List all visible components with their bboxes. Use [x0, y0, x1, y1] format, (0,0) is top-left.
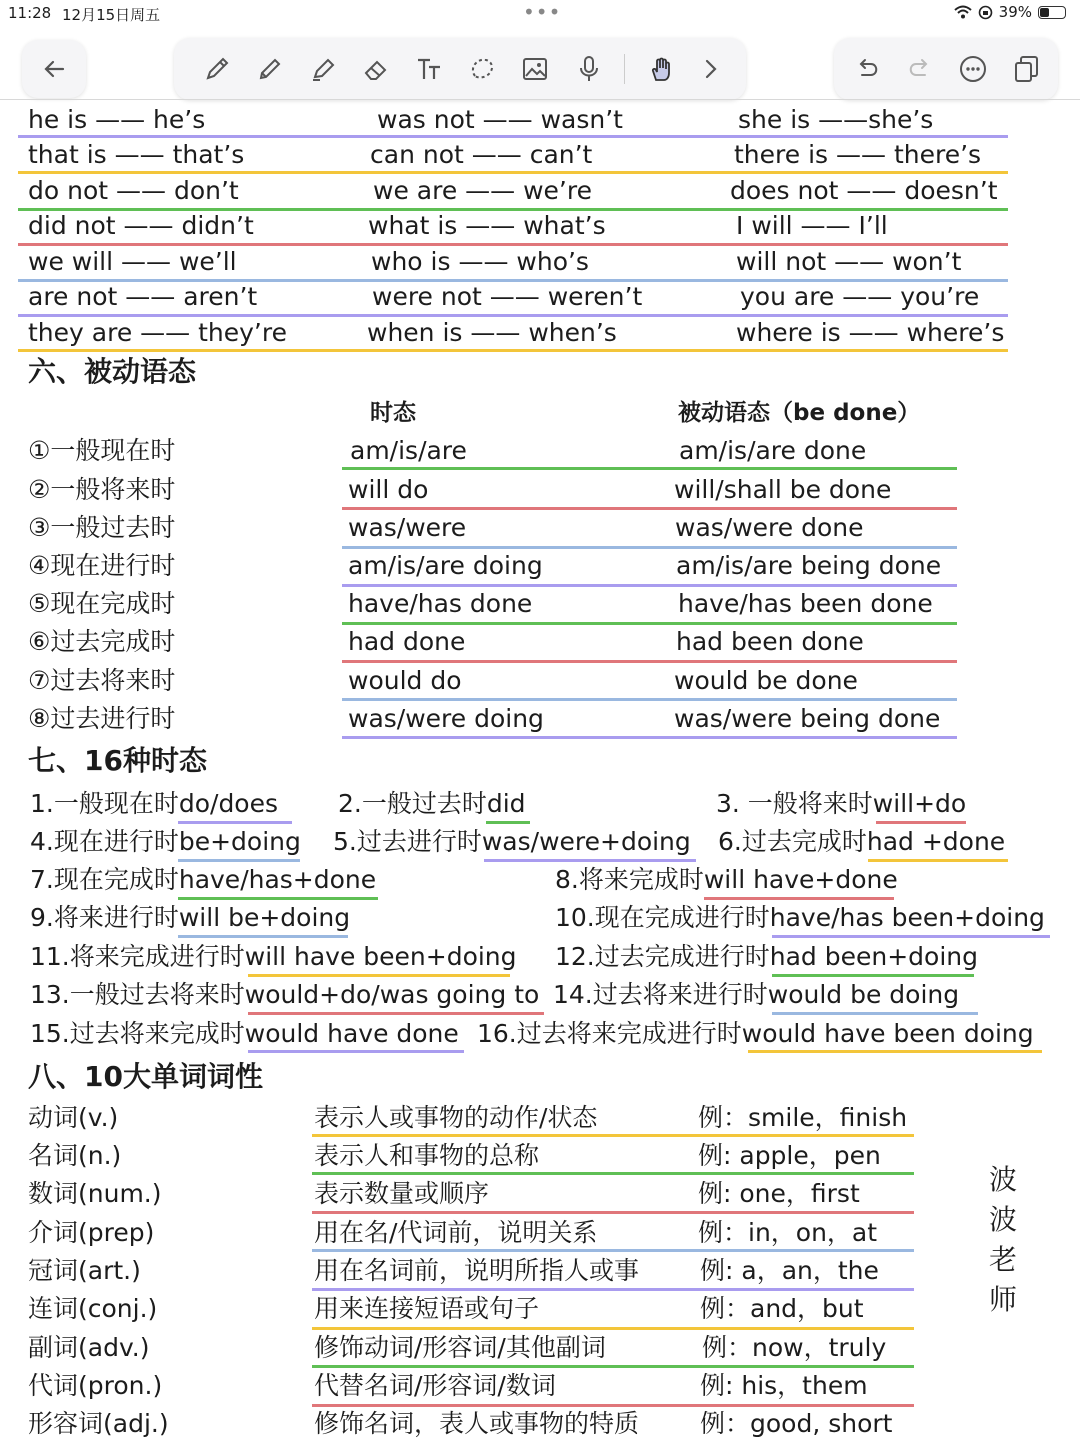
- underline: [248, 1012, 544, 1015]
- passive-form: have/has been done: [678, 589, 933, 618]
- pen-tool[interactable]: [197, 49, 237, 89]
- tense-item: 9.将来进行时will be+doing: [30, 903, 351, 932]
- pages-icon: [1011, 54, 1041, 84]
- tense-item: 11.将来完成进行时will have been+doing: [30, 942, 517, 971]
- underline: [342, 546, 957, 549]
- pos-name: 代词(pron.): [28, 1371, 163, 1400]
- signature-char: 波: [988, 1163, 1017, 1196]
- pos-description: 表示人和事物的总称: [314, 1141, 540, 1170]
- contraction-item: do not —— don’t: [28, 176, 239, 205]
- more-options-button[interactable]: [953, 49, 993, 89]
- underline: [312, 1288, 914, 1291]
- tense-item: 2.一般过去时did: [338, 789, 526, 818]
- underline: [18, 349, 1008, 352]
- contraction-item: I will —— I’ll: [736, 211, 888, 240]
- underline: [18, 314, 1008, 317]
- underline: [772, 1012, 978, 1015]
- highlighter-tool[interactable]: [303, 49, 343, 89]
- tense-item: 1.一般现在时do/does: [30, 789, 279, 818]
- contraction-item: when is —— when’s: [367, 318, 617, 347]
- contraction-item: where is —— where’s: [736, 318, 1005, 347]
- passive-form: was/were being done: [674, 704, 941, 733]
- pos-name: 形容词(adj.): [28, 1409, 169, 1438]
- underline: [312, 1404, 914, 1407]
- microphone-icon: [574, 54, 604, 84]
- signature-char: 老: [988, 1243, 1017, 1276]
- pos-description: 修饰动词/形容词/其他副词: [314, 1333, 606, 1362]
- more-tools-button[interactable]: [696, 49, 726, 89]
- pos-example: 例：smile，finish: [698, 1103, 908, 1132]
- underline: [248, 1050, 464, 1053]
- underline: [342, 622, 957, 625]
- underline: [342, 698, 957, 701]
- pos-name: 数词(num.): [28, 1179, 162, 1208]
- underline: [18, 243, 1008, 246]
- underline: [178, 859, 300, 862]
- tense-item: 12.过去完成进行时had been+doing: [555, 942, 978, 971]
- multitask-dots-icon[interactable]: •••: [523, 0, 562, 24]
- underline: [342, 584, 957, 587]
- tense-item: 8.将来完成时will have+done: [555, 865, 898, 894]
- contraction-item: does not —— doesn’t: [730, 176, 998, 205]
- tense-item: 14.过去将来进行时would be doing: [553, 980, 960, 1009]
- pos-example: 例：in，on，at: [698, 1218, 878, 1247]
- underline: [868, 859, 1008, 862]
- underline: [178, 821, 292, 824]
- pencil-icon: [255, 54, 285, 84]
- toolbar-separator: [0, 99, 1080, 100]
- underline: [312, 1249, 914, 1252]
- toolbar-divider: [624, 54, 625, 84]
- pos-name: 动词(v.): [28, 1103, 119, 1132]
- underline: [18, 171, 1008, 174]
- pos-example: 例: apple，pen: [698, 1141, 881, 1170]
- passive-form: was/were done: [675, 513, 864, 542]
- contraction-item: are not —— aren’t: [28, 282, 258, 311]
- eraser-tool[interactable]: [356, 49, 396, 89]
- column-header-passive: 被动语态（be done）: [678, 400, 921, 426]
- tense-item: 10.现在完成进行时have/has been+doing: [555, 903, 1045, 932]
- underline: [248, 974, 510, 977]
- passive-form: will/shall be done: [674, 475, 892, 504]
- contraction-item: you are —— you’re: [740, 282, 980, 311]
- battery-icon: [1038, 6, 1066, 19]
- battery-percent: 39%: [998, 3, 1032, 21]
- text-tool-icon: [414, 54, 444, 84]
- wifi-icon: [954, 5, 972, 19]
- contraction-item: can not —— can’t: [370, 140, 593, 169]
- pos-example: 例: a，an，the: [700, 1256, 879, 1285]
- underline: [772, 974, 974, 977]
- pos-name: 冠词(art.): [28, 1256, 141, 1285]
- contraction-item: he is —— he’s: [28, 105, 206, 134]
- tense-item: 15.过去将来完成时would have done: [30, 1019, 459, 1048]
- pos-description: 用在名词前，说明所指人或事: [314, 1256, 640, 1285]
- pos-name: 介词(prep): [28, 1218, 155, 1247]
- pos-description: 修饰名词，表人或事物的特质: [314, 1409, 640, 1438]
- orientation-lock-icon: [978, 5, 993, 20]
- status-date: 12月15日周五: [62, 6, 161, 24]
- underline: [342, 467, 957, 470]
- pos-description: 用在名/代词前，说明关系: [314, 1218, 598, 1247]
- more-icon: [958, 54, 988, 84]
- underline: [486, 821, 530, 824]
- back-arrow-icon: [39, 54, 69, 84]
- pos-name: 副词(adv.): [28, 1333, 150, 1362]
- active-form: was/were: [348, 513, 467, 542]
- passive-form: had been done: [676, 627, 864, 656]
- underline: [178, 897, 378, 900]
- pencil-tool[interactable]: [250, 49, 290, 89]
- tense-name: ①一般现在时: [28, 436, 176, 465]
- highlighter-icon: [308, 54, 338, 84]
- pos-description: 表示数量或顺序: [314, 1179, 490, 1208]
- contraction-item: will not —— won’t: [736, 247, 962, 276]
- passive-form: am/is/are done: [679, 436, 867, 465]
- contraction-item: did not —— didn’t: [28, 211, 254, 240]
- section-heading: 七、16种时态: [28, 744, 207, 777]
- image-icon: [520, 54, 550, 84]
- passive-form: am/is/are being done: [676, 551, 942, 580]
- lasso-icon: [467, 54, 497, 84]
- pos-example: 例：now，truly: [702, 1333, 887, 1362]
- redo-icon: [905, 54, 935, 84]
- pos-example: 例：good, short: [700, 1409, 893, 1438]
- underline: [342, 660, 957, 663]
- pos-example: 例：and，but: [700, 1294, 864, 1323]
- tense-name: ③一般过去时: [28, 513, 176, 542]
- pos-example: 例: his，them: [700, 1371, 868, 1400]
- contraction-item: she is ——she’s: [738, 105, 934, 134]
- tense-item: 13.一般过去将来时would+do/was going to: [30, 980, 540, 1009]
- active-form: have/has done: [348, 589, 533, 618]
- contraction-item: what is —— what’s: [368, 211, 606, 240]
- tense-name: ④现在进行时: [28, 551, 176, 580]
- active-form: will do: [348, 475, 429, 504]
- chevron-right-icon: [696, 54, 726, 84]
- underline: [312, 1365, 914, 1368]
- eraser-icon: [361, 54, 391, 84]
- pos-description: 用来连接短语或句子: [314, 1294, 540, 1323]
- tense-name: ⑥过去完成时: [28, 627, 176, 656]
- underline: [484, 859, 696, 862]
- section-heading: 六、被动语态: [28, 355, 197, 388]
- microphone-tool[interactable]: [569, 49, 609, 89]
- underline: [342, 736, 957, 739]
- underline: [178, 935, 348, 938]
- contraction-item: there is —— there’s: [734, 140, 982, 169]
- tense-item: 6.过去完成时had +done: [718, 827, 1006, 856]
- underline: [18, 135, 1008, 138]
- underline: [772, 935, 1050, 938]
- page-overview-button[interactable]: [1006, 49, 1046, 89]
- status-time: 11:28: [8, 4, 52, 22]
- tense-item: 5.过去进行时was/were+doing: [333, 827, 691, 856]
- contraction-item: they are —— they’re: [28, 318, 287, 347]
- tense-name: ②一般将来时: [28, 475, 176, 504]
- tense-name: ⑧过去进行时: [28, 704, 176, 733]
- pos-name: 连词(conj.): [28, 1294, 158, 1323]
- tense-name: ⑦过去将来时: [28, 666, 176, 695]
- active-form: am/is/are doing: [348, 551, 543, 580]
- touch-draw-toggle[interactable]: [640, 49, 680, 89]
- active-form: had done: [348, 627, 466, 656]
- redo-button[interactable]: [900, 49, 940, 89]
- back-button[interactable]: [34, 49, 74, 89]
- tense-item: 4.现在进行时be+doing: [30, 827, 301, 856]
- column-header-tense: 时态: [370, 400, 416, 426]
- image-tool[interactable]: [515, 49, 555, 89]
- contraction-item: was not —— wasn’t: [377, 105, 623, 134]
- contraction-item: that is —— that’s: [28, 140, 245, 169]
- tense-name: ⑤现在完成时: [28, 589, 176, 618]
- signature-char: 师: [988, 1283, 1017, 1316]
- underline: [748, 1050, 1042, 1053]
- status-bar: [0, 0, 1080, 26]
- pos-name: 名词(n.): [28, 1141, 122, 1170]
- active-form: am/is/are: [350, 436, 467, 465]
- contraction-item: we are —— we’re: [373, 176, 592, 205]
- lasso-tool[interactable]: [462, 49, 502, 89]
- hand-touch-icon: [645, 54, 675, 84]
- status-right: [954, 3, 1066, 21]
- active-form: would do: [348, 666, 462, 695]
- underline: [704, 897, 894, 900]
- underline: [312, 1211, 914, 1214]
- passive-form: would be done: [674, 666, 858, 695]
- text-tool[interactable]: [409, 49, 449, 89]
- tense-item: 16.过去将来完成进行时would have been doing: [477, 1019, 1034, 1048]
- tense-item: 3. 一般将来时will+do: [716, 789, 967, 818]
- section-heading: 八、10大单词词性: [28, 1060, 263, 1093]
- pos-description: 代替名词/形容词/数词: [314, 1371, 556, 1400]
- contraction-item: were not —— weren’t: [372, 282, 643, 311]
- contraction-item: we will —— we’ll: [28, 247, 237, 276]
- underline: [876, 821, 966, 824]
- undo-icon: [852, 54, 882, 84]
- tense-item: 7.现在完成时have/has+done: [30, 865, 377, 894]
- underline: [312, 1327, 914, 1330]
- underline: [312, 1172, 914, 1175]
- pos-description: 表示人或事物的动作/状态: [314, 1103, 598, 1132]
- undo-button[interactable]: [847, 49, 887, 89]
- pen-icon: [202, 54, 232, 84]
- underline: [312, 1134, 914, 1137]
- signature-char: 波: [988, 1203, 1017, 1236]
- pos-example: 例: one，first: [698, 1179, 860, 1208]
- active-form: was/were doing: [348, 704, 544, 733]
- contraction-item: who is —— who’s: [371, 247, 589, 276]
- underline: [342, 507, 957, 510]
